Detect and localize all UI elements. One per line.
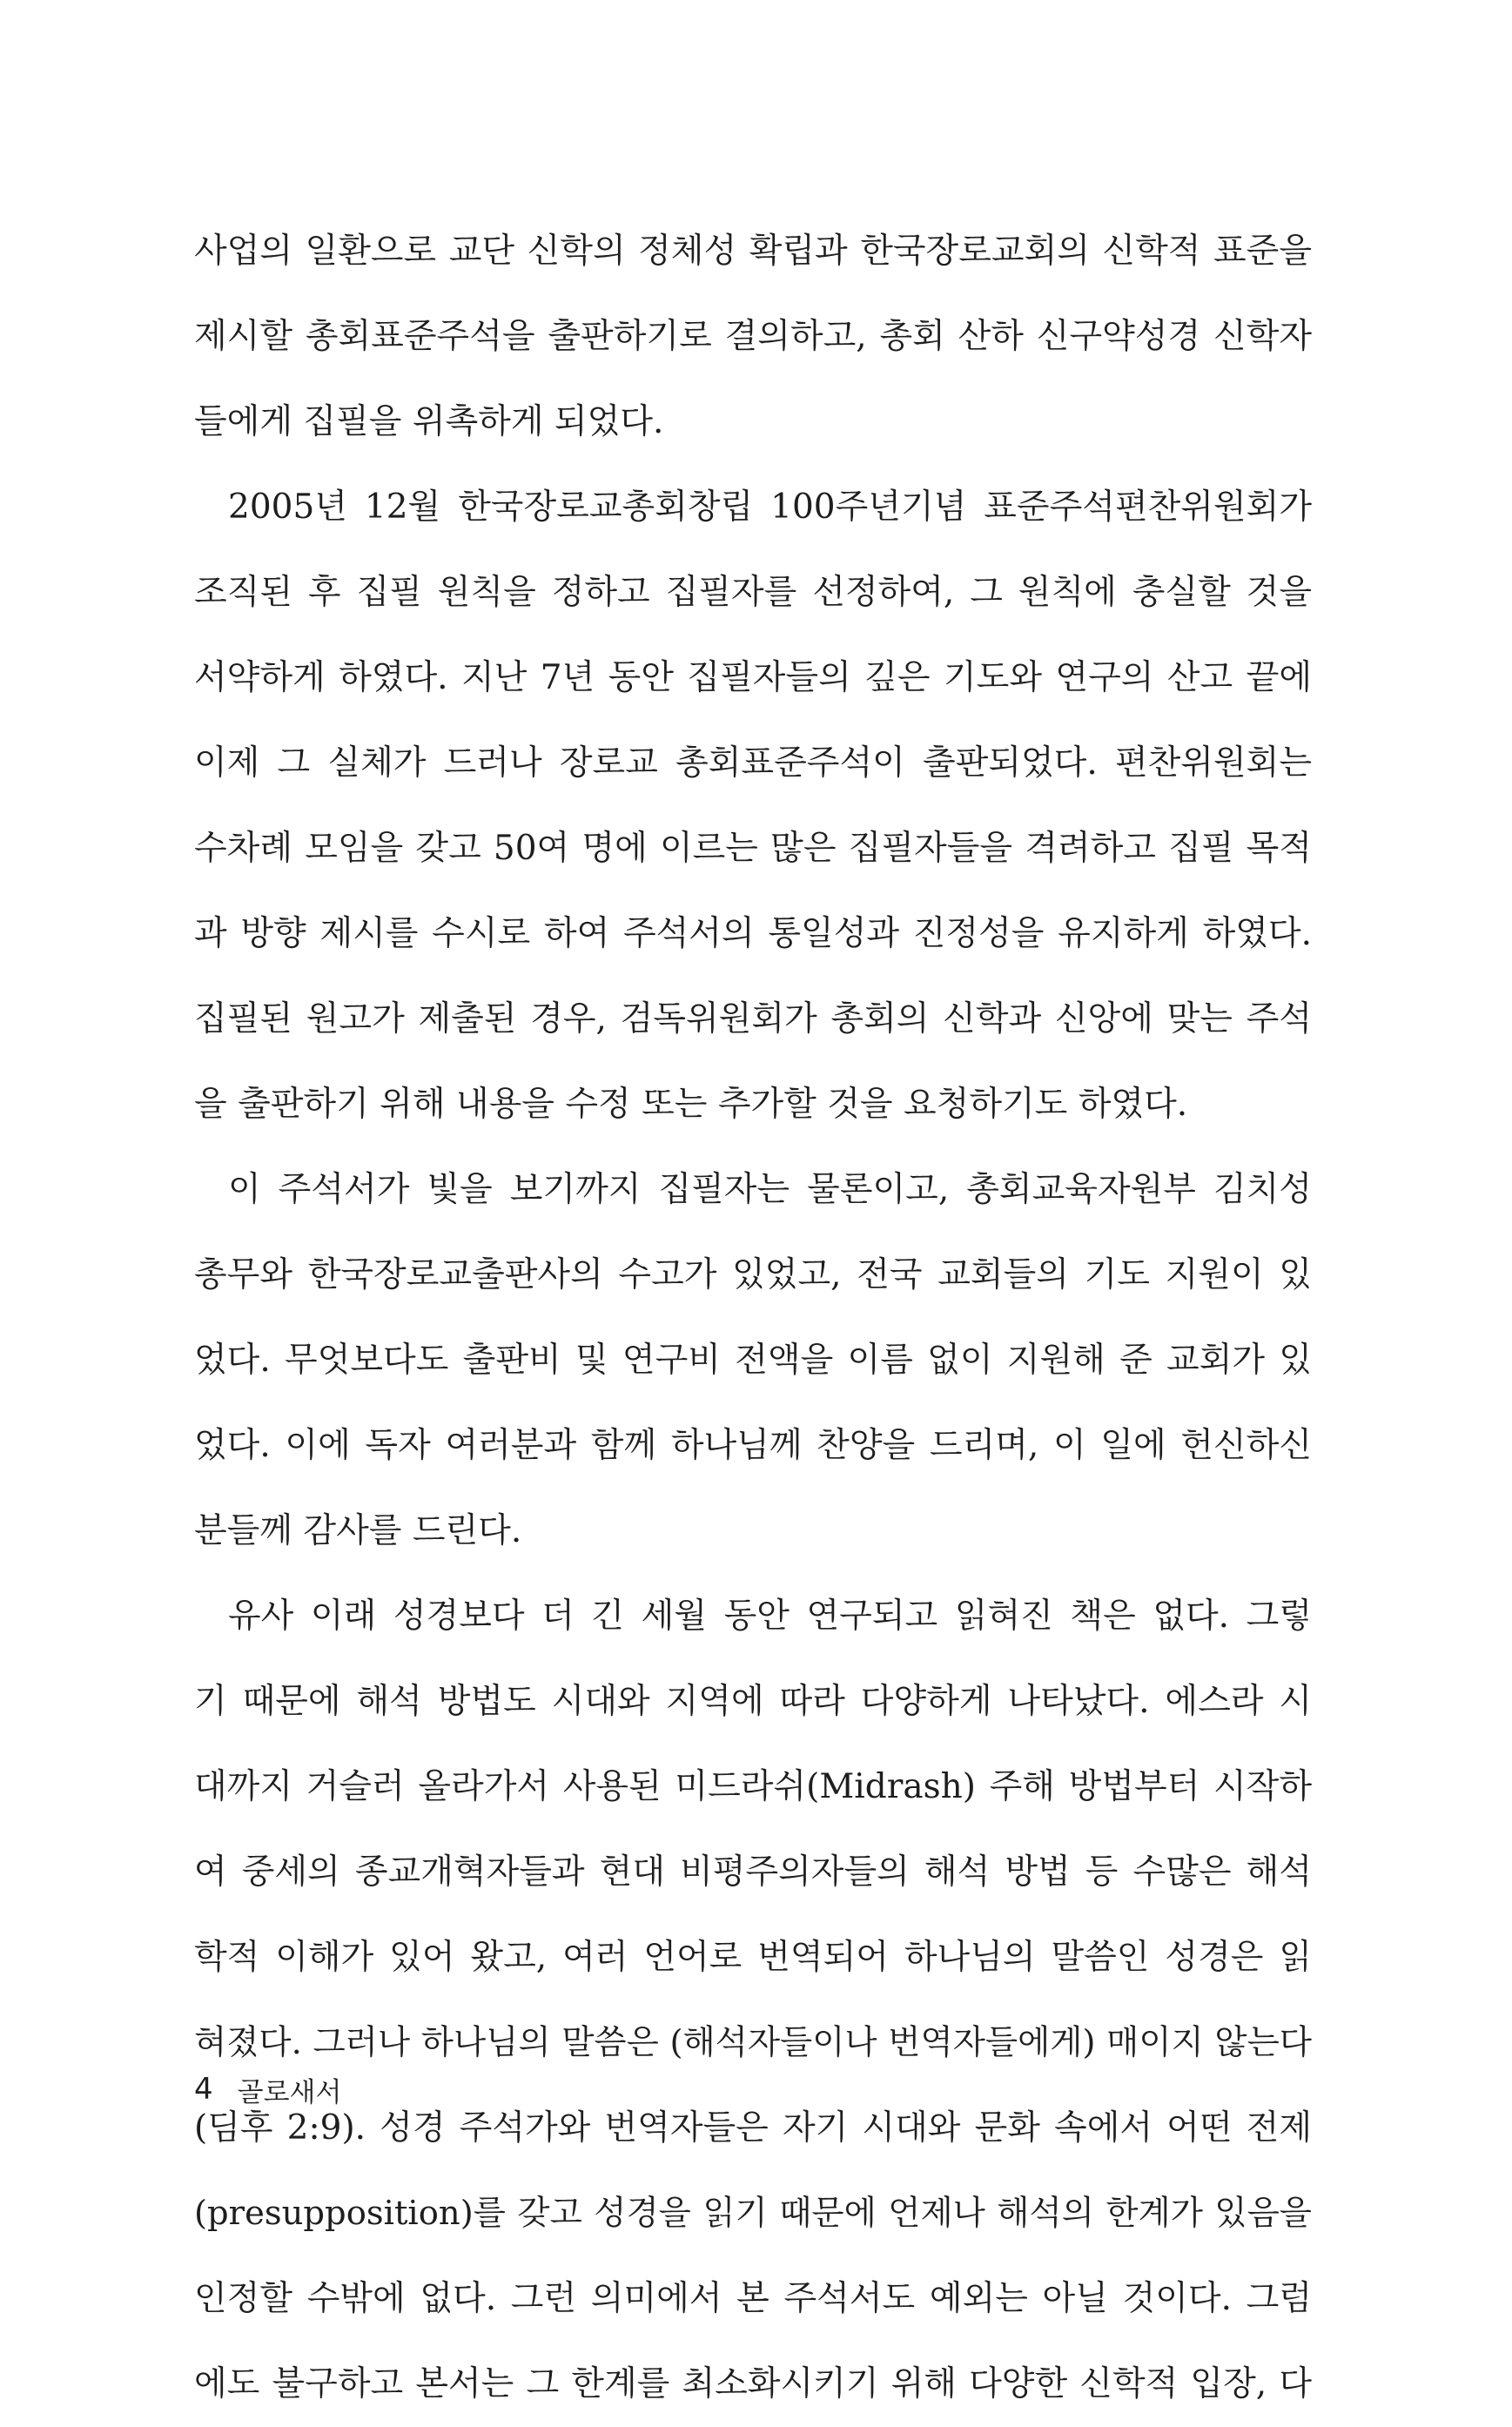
text-line: 수차례 모임을 갖고 50여 명에 이르는 많은 집필자들을 격려하고 집필 목적 [194,829,1312,868]
text-line: (딤후 2:9). 성경 주석가와 번역자들은 자기 시대와 문화 속에서 어떤 전제 [194,2108,1312,2148]
text-line: 과 방향 제시를 수시로 하여 주석서의 통일성과 진정성을 유지하게 하였다. [194,914,1312,953]
text-line: 었다. 이에 독자 여러분과 함께 하나님께 찬양을 드리며, 이 일에 헌신하신 [194,1426,1312,1465]
text-line: 었다. 무엇보다도 출판비 및 연구비 전액을 이름 없이 지원해 준 교회가 있 [194,1341,1312,1380]
text-line: 여 중세의 종교개혁자들과 현대 비평주의자들의 해석 방법 등 수많은 해석 [194,1852,1312,1892]
running-title: 골로새서 [237,2076,342,2108]
text-line: 서약하게 하였다. 지난 7년 동안 집필자들의 깊은 기도와 연구의 산고 끝에 [194,658,1312,697]
text-line: 이 주석서가 빛을 보기까지 집필자는 물론이고, 총회교육자원부 김치성 [228,1170,1312,1209]
page-number: 4 [194,2072,213,2107]
text-line: 혀졌다. 그러나 하나님의 말씀은 (해석자들이나 번역자들에게) 매이지 않는다 [194,2023,1312,2062]
text-line: 2005년 12월 한국장로교총회창립 100주년기념 표준주석편찬위원회가 [228,487,1312,527]
text-line: 대까지 거슬러 올라가서 사용된 미드라쉬(Midrash) 주해 방법부터 시작하 [194,1767,1312,1806]
text-line: 에도 불구하고 본서는 그 한계를 최소화시키기 위해 다양한 신학적 입장, 다 [194,2364,1312,2403]
text-line: 인정할 수밖에 없다. 그런 의미에서 본 주석서도 예외는 아닐 것이다. 그럼 [194,2279,1312,2318]
text-line: 기 때문에 해석 방법도 시대와 지역에 따라 다양하게 나타났다. 에스라 시 [194,1682,1312,1721]
text-line: 조직된 후 집필 원칙을 정하고 집필자를 선정하여, 그 원칙에 충실할 것을 [194,573,1312,612]
page-footer [194,2063,341,2115]
body-text [194,209,1312,2427]
text-line: 들에게 집필을 위촉하게 되었다. [194,402,664,441]
text-line: 이제 그 실체가 드러나 장로교 총회표준주석이 출판되었다. 편찬위원회는 [194,743,1312,783]
text-line: (presupposition)를 갖고 성경을 읽기 때문에 언제나 해석의 한계가 있음을 [194,2194,1312,2233]
text-line: 학적 이해가 있어 왔고, 여러 언어로 번역되어 하나님의 말씀인 성경은 읽 [194,1938,1312,1977]
text-line: 을 출판하기 위해 내용을 수정 또는 추가할 것을 요청하기도 하였다. [194,1085,1188,1124]
text-line: 사업의 일환으로 교단 신학의 정체성 확립과 한국장로교회의 신학적 표준을 [194,232,1312,271]
text-line: 분들께 감사를 드린다. [194,1511,522,1550]
text-line: 총무와 한국장로교출판사의 수고가 있었고, 전국 교회들의 기도 지원이 있 [194,1255,1312,1294]
text-line: 유사 이래 성경보다 더 긴 세월 동안 연구되고 읽혀진 책은 없다. 그렇 [228,1597,1312,1636]
text-line: 집필된 원고가 제출된 경우, 검독위원회가 총회의 신학과 신앙에 맞는 주석 [194,999,1312,1039]
text-line: 제시할 총회표준주석을 출판하기로 결의하고, 총회 산하 신구약성경 신학자 [194,317,1312,356]
